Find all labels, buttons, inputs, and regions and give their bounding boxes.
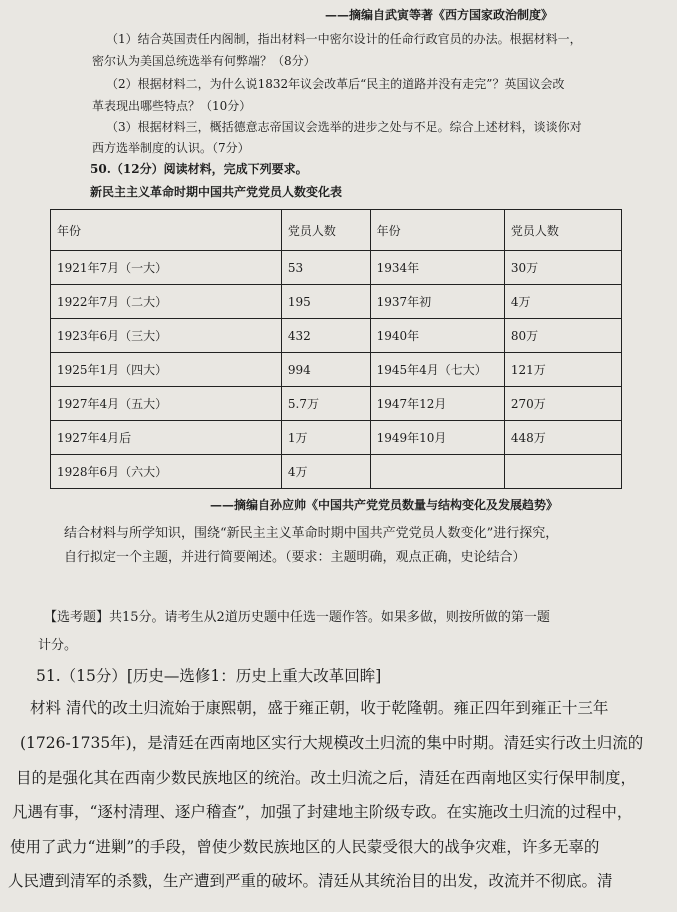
table-row (51, 387, 622, 421)
header-year-1: 年份 (51, 210, 282, 251)
table-cell: 1947年12月 (370, 387, 504, 421)
elective-instructions-line1: 【选考题】共15分。请考生从2道历史题中任选一题作答。如果多做，则按所做的第一题 (44, 610, 550, 625)
table-cell: 1928年6月（六大） (51, 455, 282, 489)
table-header-row (51, 210, 622, 251)
table-cell: 1927年4月后 (51, 421, 282, 455)
table-cell: 1927年4月（五大） (51, 387, 282, 421)
table-cell: 1922年7月（二大） (51, 285, 282, 319)
table-cell: 448万 (504, 421, 621, 455)
table-cell: 270万 (504, 387, 621, 421)
table-cell (504, 455, 621, 489)
table-row (51, 353, 622, 387)
q50-task-line1: 结合材料与所学知识，围绕“新民主主义革命时期中国共产党党员人数变化”进行探究， (64, 526, 559, 541)
q51-material-line: 使用了武力“进剿”的手段，曾使少数民族地区的人民蒙受很大的战争灾难，许多无辜的 (10, 838, 600, 856)
q49-part1-line2: 密尔认为美国总统选举有何弊端？（8分） (92, 54, 316, 68)
q51-heading: 51.（15分）[历史—选修1：历史上重大改革回眸] (36, 667, 382, 685)
table-cell (370, 455, 504, 489)
table-cell: 1937年初 (370, 285, 504, 319)
table-row (51, 421, 622, 455)
table-cell: 1万 (281, 421, 370, 455)
table-cell: 1945年4月（七大） (370, 353, 504, 387)
table-cell: 121万 (504, 353, 621, 387)
q51-material-line: 目的是强化其在西南少数民族地区的统治。改土归流之后，清廷在西南地区实行保甲制度， (16, 769, 637, 787)
q51-material-line: 材料 清代的改土归流始于康熙朝，盛于雍正朝，收于乾隆朝。雍正四年到雍正十三年 (30, 699, 609, 717)
table-cell: 80万 (504, 319, 621, 353)
q49-part2-line1: （2）根据材料二，为什么说1832年议会改革后“民主的道路并没有走完”？英国议会改 (106, 77, 565, 91)
table-cell: 1923年6月（三大） (51, 319, 282, 353)
q50-heading: 50.（12分）阅读材料，完成下列要求。 (90, 162, 308, 176)
table-cell: 1940年 (370, 319, 504, 353)
table-cell: 994 (281, 353, 370, 387)
q49-part3-line2: 西方选举制度的认识。（7分） (92, 141, 250, 155)
q51-material-line: 凡遇有事，“逐村清理、逐户稽查”，加强了封建地主阶级专政。在实施改土归流的过程中， (12, 803, 633, 821)
q49-part1-line1: （1）结合英国责任内阁制，指出材料一中密尔设计的任命行政官员的办法。根据材料一， (106, 32, 582, 46)
table-cell: 1934年 (370, 251, 504, 285)
source-citation-top: ——摘编自武寅等著《西方国家政治制度》 (325, 8, 554, 22)
q50-task-line2: 自行拟定一个主题，并进行简要阐述。（要求：主题明确，观点正确，史论结合） (64, 550, 526, 565)
q51-material-line: 人民遭到清军的杀戮，生产遭到严重的破坏。清廷从其统治目的出发，改流并不彻底。清 (8, 872, 613, 890)
header-year-2: 年份 (370, 210, 504, 251)
table-title: 新民主主义革命时期中国共产党党员人数变化表 (90, 185, 343, 199)
header-members-2: 党员人数 (504, 210, 621, 251)
q51-material-line: (1726-1735年)，是清廷在西南地区实行大规模改土归流的集中时期。清廷实行改土归流的 (20, 734, 644, 752)
table-cell: 1925年1月（四大） (51, 353, 282, 387)
table-cell: 195 (281, 285, 370, 319)
table-source-citation: ——摘编自孙应帅《中国共产党党员数量与结构变化及发展趋势》 (210, 498, 559, 512)
table-row (51, 319, 622, 353)
party-membership-table (50, 209, 622, 489)
table-cell: 4万 (504, 285, 621, 319)
q49-part2-line2: 革表现出哪些特点？（10分） (92, 99, 252, 113)
elective-instructions-line2: 计分。 (38, 638, 78, 653)
header-members-1: 党员人数 (281, 210, 370, 251)
table-cell: 5.7万 (281, 387, 370, 421)
table-cell: 432 (281, 319, 370, 353)
table-cell: 30万 (504, 251, 621, 285)
table-row (51, 455, 622, 489)
table-cell: 1921年7月（一大） (51, 251, 282, 285)
table-cell: 4万 (281, 455, 370, 489)
table-cell: 53 (281, 251, 370, 285)
table-row (51, 251, 622, 285)
q49-part3-line1: （3）根据材料三，概括德意志帝国议会选举的进步之处与不足。综合上述材料，谈谈你对 (106, 120, 582, 134)
table-cell: 1949年10月 (370, 421, 504, 455)
table-row (51, 285, 622, 319)
